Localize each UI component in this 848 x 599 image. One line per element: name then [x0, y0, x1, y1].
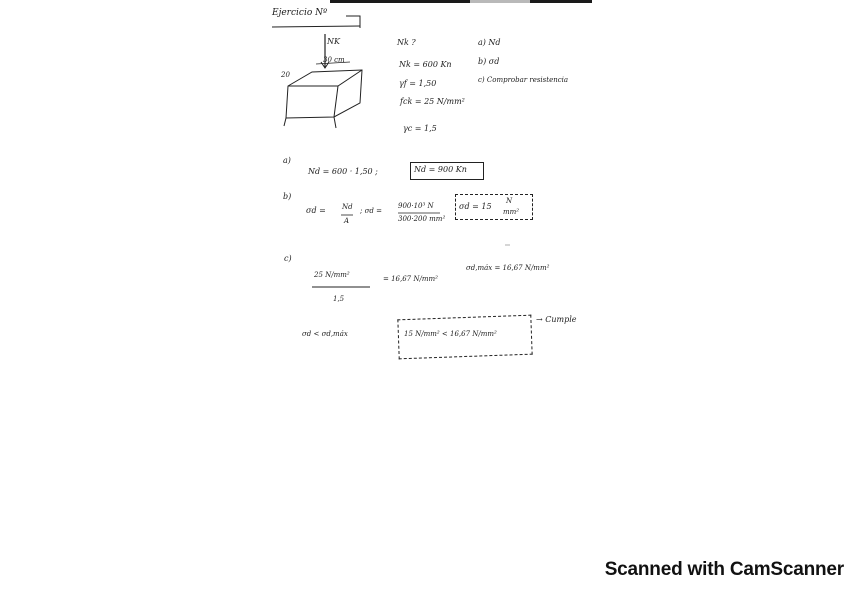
- part-b-frac-num: Nd: [342, 203, 353, 211]
- given-5: γc = 1,5: [403, 124, 437, 133]
- dimension-side-label: 20: [281, 71, 290, 79]
- question-c: c) Comprobar resistencia: [478, 76, 569, 84]
- camscanner-watermark: Scanned with CamScanner: [604, 559, 844, 580]
- question-a: a) Nd: [478, 38, 501, 47]
- given-3: γf = 1,50: [399, 79, 437, 88]
- dimension-top-label: 30 cm: [323, 56, 345, 64]
- part-c-comparison: σd < σd,máx: [302, 330, 348, 338]
- exercise-title: Ejercicio Nº: [272, 8, 328, 18]
- part-c-eq1: = 16,67 N/mm²: [383, 275, 438, 283]
- question-b: b) σd: [478, 57, 500, 66]
- part-c-eq2: σd,máx = 16,67 N/mm²: [466, 264, 550, 272]
- part-b-frac2-den: 300·200 mm²: [398, 215, 446, 223]
- part-b-mid: ; σd =: [360, 207, 382, 215]
- part-a-result: Nd = 900 Kn: [414, 165, 467, 174]
- part-b-frac2-num: 900·10³ N: [398, 202, 434, 210]
- given-1: Nk ?: [397, 38, 416, 47]
- part-b-result-lhs: σd = 15: [459, 202, 492, 211]
- part-a-expression: Nd = 600 · 1,50 ;: [308, 167, 378, 176]
- part-b-lhs: σd =: [306, 206, 326, 215]
- part-c-frac-num: 25 N/mm²: [314, 271, 350, 279]
- part-c-result: 15 N/mm² < 16,67 N/mm²: [404, 330, 497, 338]
- part-b-result-den: mm²: [503, 208, 520, 216]
- given-2: Nk = 600 Kn: [399, 60, 452, 69]
- given-4: fck = 25 N/mm²: [400, 97, 465, 106]
- part-a-label: a): [283, 156, 291, 165]
- load-label: NK: [327, 37, 340, 46]
- part-c-label: c): [284, 254, 292, 263]
- part-c-frac-den: 1,5: [333, 295, 345, 303]
- part-b-result-num: N: [506, 197, 513, 205]
- part-c-conclusion: → Cumple: [536, 315, 577, 324]
- part-b-frac-den: A: [344, 217, 350, 225]
- part-b-label: b): [283, 192, 292, 201]
